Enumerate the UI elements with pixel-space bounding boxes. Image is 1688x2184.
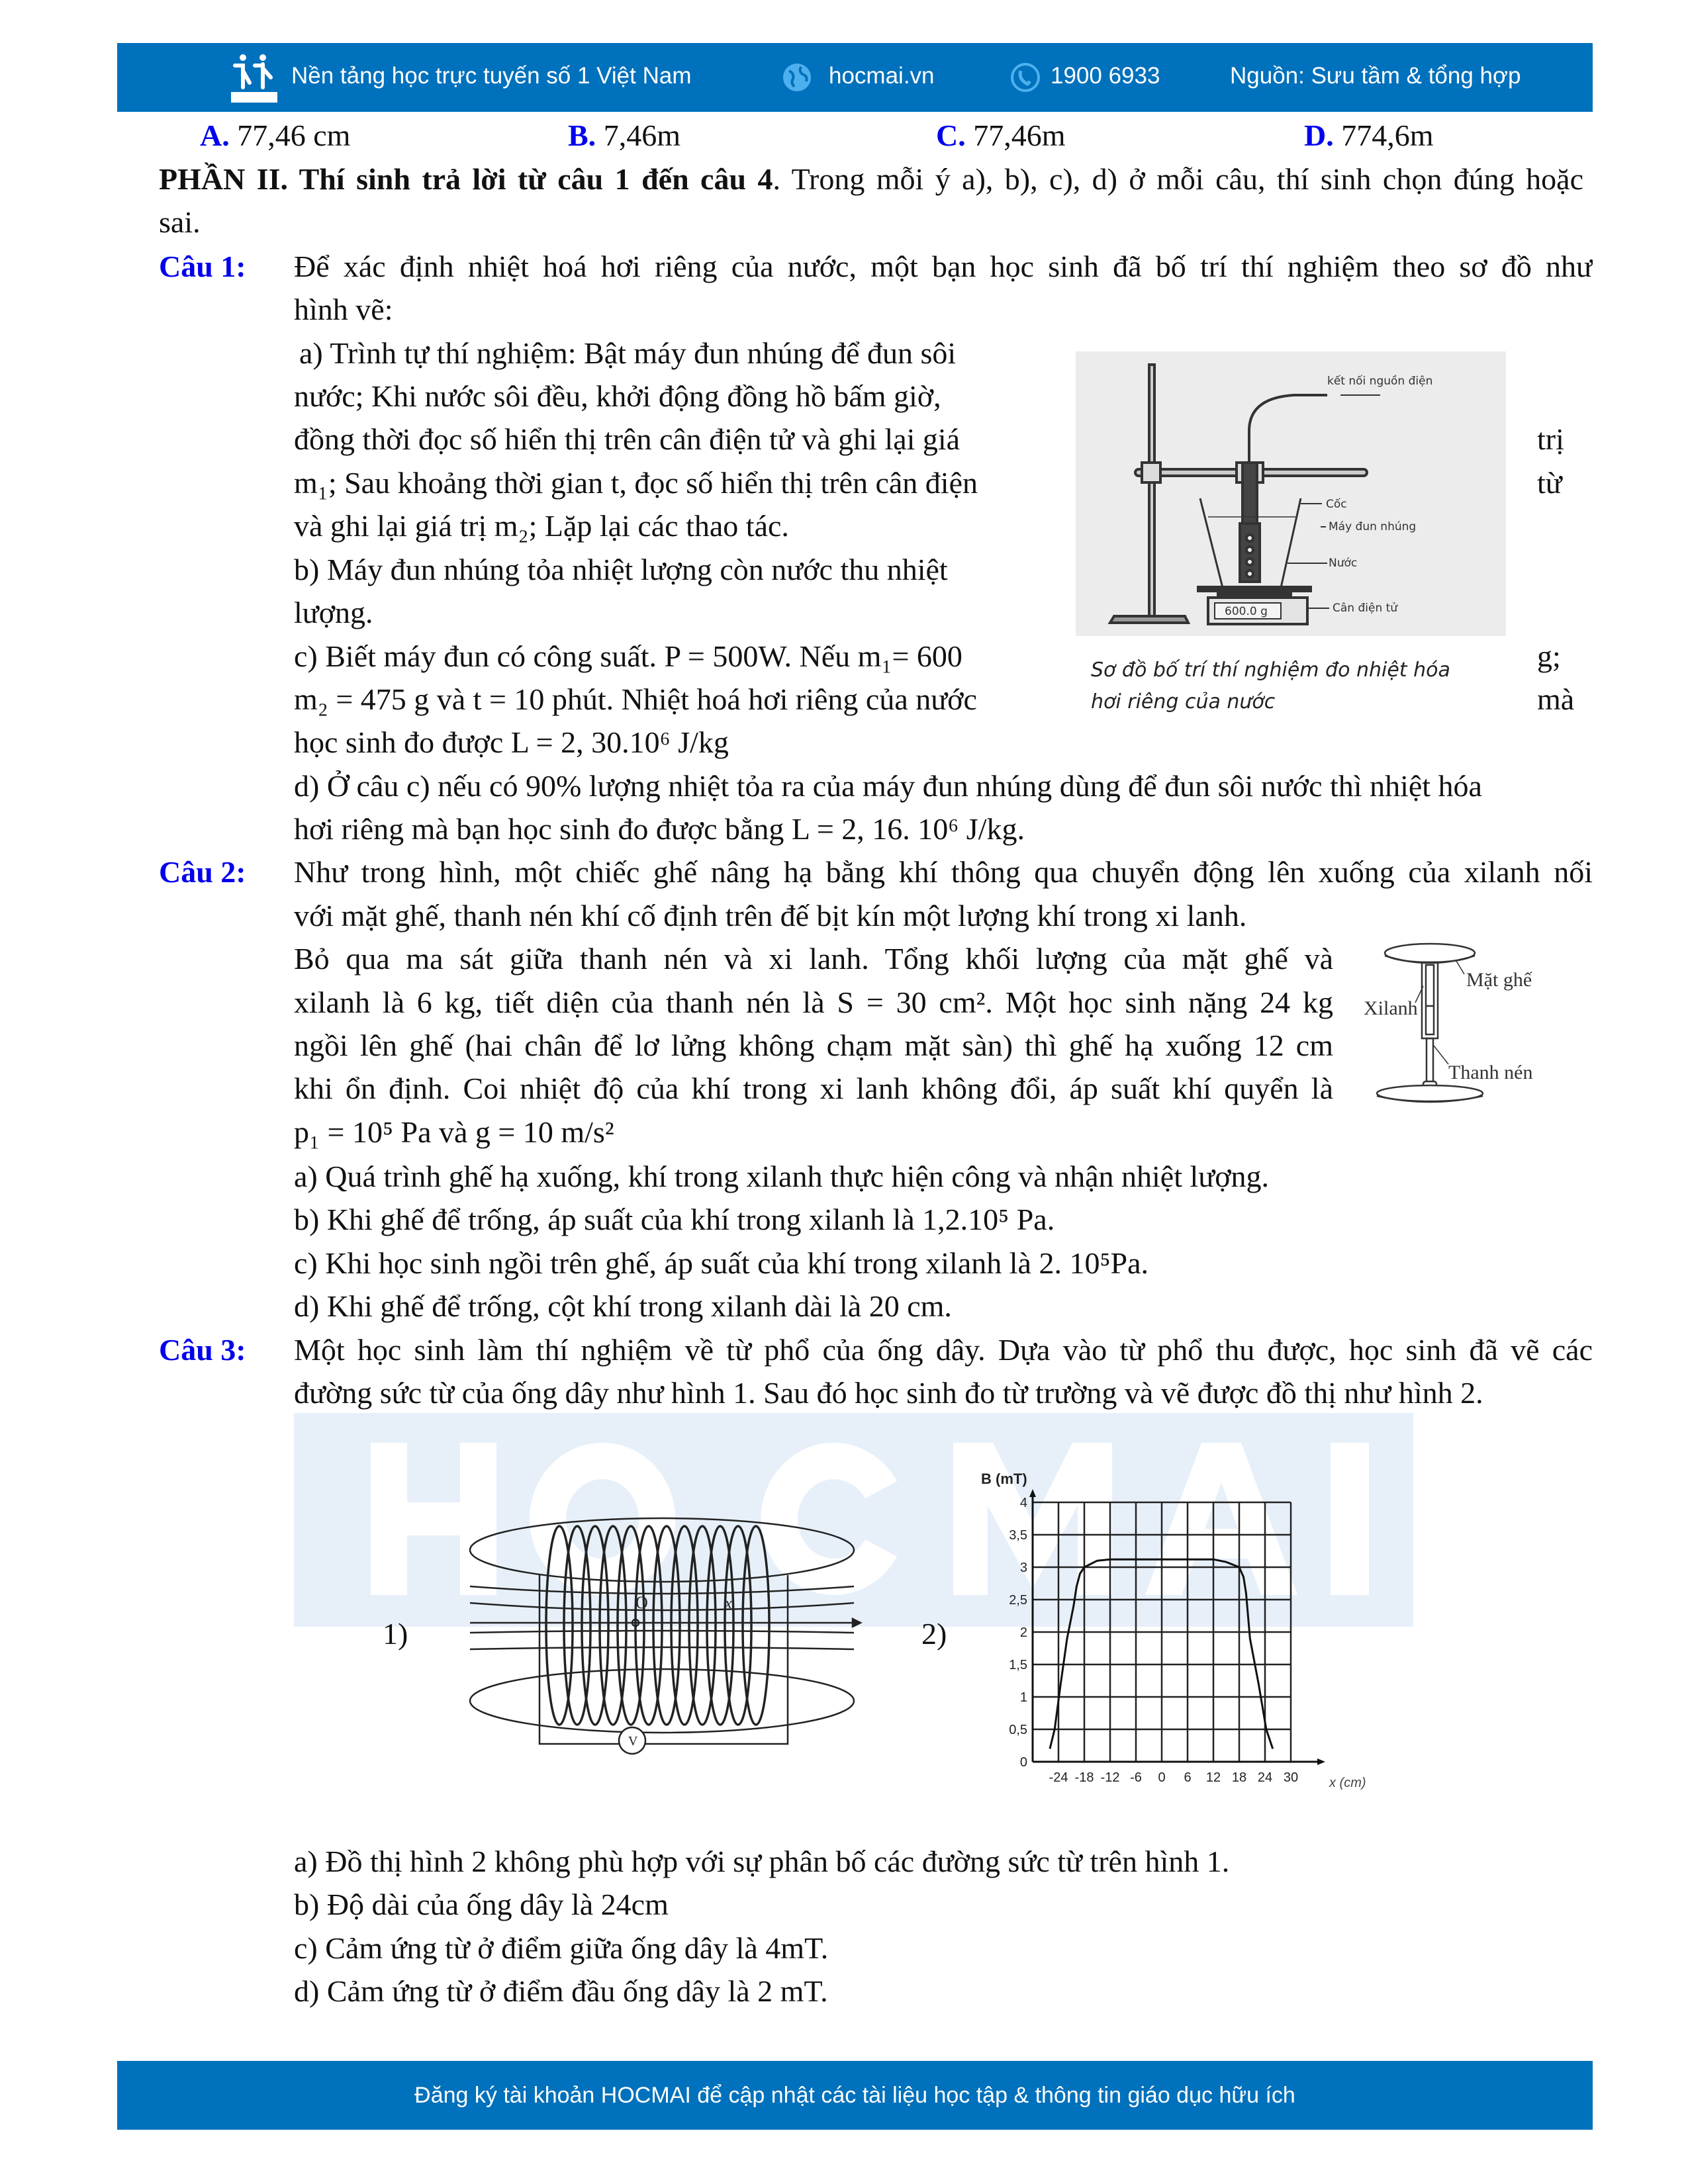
- y-axis-label: B (mT): [981, 1471, 1027, 1487]
- origin-label: O: [635, 1593, 648, 1612]
- question-2-line: với mặt ghế, thanh nén khí cố định trên đế bịt kín một lượng khí trong xi lanh.: [294, 899, 1247, 933]
- figure-caption-line1: Sơ đồ bố trí thí nghiệm đo nhiệt hóa: [1091, 659, 1450, 682]
- x-tick-label: -24: [1049, 1770, 1068, 1785]
- x-tick-label: 12: [1205, 1770, 1221, 1785]
- question-1-overflow-word: g;: [1537, 639, 1561, 673]
- question-1-line: hình vẽ:: [294, 293, 393, 326]
- y-tick-label: 2,5: [1009, 1593, 1027, 1608]
- question-3-line: đường sức từ của ống dây như hình 1. Sau đó học sinh đo từ trường và vẽ được đồ thị như hình 2.: [294, 1376, 1483, 1410]
- solenoid-field-diagram: [457, 1502, 867, 1767]
- y-tick-label: 0,5: [1009, 1723, 1027, 1737]
- question-3-label: Câu 3:: [159, 1333, 246, 1367]
- y-tick-label: 4: [1019, 1496, 1027, 1510]
- gas-chair-diagram: [1364, 920, 1575, 1105]
- label-heater: Máy đun nhúng: [1329, 520, 1417, 533]
- hocmai-logo-icon: [228, 51, 281, 105]
- question-1-line: lượng.: [294, 596, 373, 629]
- header-bar: [117, 43, 1593, 112]
- question-1-item-d: d) Ở câu c) nếu có 90% lượng nhiệt tỏa ra của máy đun nhúng dùng để đun sôi nước thì nhiệt hóa: [294, 769, 1482, 803]
- globe-icon: [781, 62, 813, 93]
- header-phone[interactable]: 1900 6933: [1051, 63, 1160, 89]
- y-tick-label: 1,5: [1009, 1658, 1027, 1672]
- label-power-source: kết nối nguồn điện: [1327, 375, 1433, 388]
- x-tick-label: 30: [1283, 1770, 1299, 1785]
- question-2-line: p₁ = 10⁵ Pa và g = 10 m/s²: [294, 1115, 614, 1149]
- question-1-line: và ghi lại giá trị m₂; Lặp lại các thao tác.: [294, 509, 789, 543]
- question-3-item-b: b) Độ dài của ống dây là 24cm: [294, 1888, 669, 1921]
- phone-icon: [1009, 62, 1041, 93]
- experiment-diagram: [1076, 351, 1506, 636]
- y-axis-arrow: [1029, 1489, 1036, 1497]
- label-water: Nước: [1329, 557, 1358, 570]
- y-tick-label: 0: [1019, 1755, 1027, 1770]
- question-1-line: m₂ = 475 g và t = 10 phút. Nhiệt hoá hơi riêng của nước: [294, 682, 977, 716]
- question-2-item-b: b) Khi ghế để trống, áp suất của khí trong xilanh là 1,2.10⁵ Pa.: [294, 1203, 1055, 1236]
- question-1-line: học sinh đo được L = 2, 30.10⁶ J/kg: [294, 725, 729, 759]
- question-1-overflow-word: mà: [1537, 682, 1575, 716]
- x-axis-arrow: [1317, 1758, 1325, 1765]
- figure-1-label: 1): [383, 1617, 408, 1651]
- question-1-line: m₁; Sau khoảng thời gian t, đọc số hiển thị trên cân điện: [294, 466, 978, 500]
- header-website[interactable]: hocmai.vn: [829, 63, 935, 89]
- y-tick-label: 2: [1019, 1625, 1027, 1640]
- header-source: Nguồn: Sưu tầm & tổng hợp: [1230, 63, 1521, 89]
- x-tick-label: -6: [1130, 1770, 1142, 1785]
- footer-bar: [117, 2061, 1593, 2130]
- x-tick-label: 0: [1158, 1770, 1166, 1785]
- experiment-figure: [1076, 351, 1506, 636]
- figure-caption-line2: hơi riêng của nước: [1091, 690, 1276, 713]
- question-1-line: nước; Khi nước sôi đều, khởi động đồng hồ bấm giờ,: [294, 379, 941, 413]
- question-1-line: hơi riêng mà bạn học sinh đo được bằng L = 2, 16. 10⁶ J/kg.: [294, 812, 1025, 846]
- label-scale: Cân điện tử: [1333, 602, 1398, 615]
- answer-option-a: A. 77,46 cm: [200, 118, 351, 152]
- question-2-line: Bỏ qua ma sát giữa thanh nén và xi lanh. Tổng khối lượng của mặt ghế và: [294, 942, 1333, 976]
- part2-heading: PHẦN II. Thí sinh trả lời từ câu 1 đến câu 4. Trong mỗi ý a), b), c), d) ở mỗi câu, thí sinh chọn đúng hoặc: [159, 162, 1583, 196]
- y-tick-label: 3,5: [1009, 1528, 1027, 1543]
- header-tagline: Nền tảng học trực tuyến số 1 Việt Nam: [291, 63, 692, 89]
- question-2-label: Câu 2:: [159, 855, 246, 889]
- question-2-item-d: d) Khi ghế để trống, cột khí trong xilanh dài là 20 cm.: [294, 1289, 952, 1323]
- question-1-overflow-word: trị: [1537, 422, 1564, 456]
- y-tick-label: 3: [1019, 1561, 1027, 1575]
- question-1-label: Câu 1:: [159, 250, 246, 283]
- question-1-line: đồng thời đọc số hiển thị trên cân điện tử và ghi lại giá: [294, 422, 961, 456]
- part2-heading-cont: sai.: [159, 205, 201, 239]
- question-1-line: Để xác định nhiệt hoá hơi riêng của nước, một bạn học sinh đã bố trí thí nghiệm theo sơ đồ như: [294, 250, 1593, 283]
- x-tick-label: 18: [1231, 1770, 1247, 1785]
- x-tick-label: -12: [1100, 1770, 1120, 1785]
- question-1-overflow-word: từ: [1537, 466, 1562, 500]
- answer-option-d: D. 774,6m: [1304, 118, 1434, 152]
- footer-text[interactable]: Đăng ký tài khoản HOCMAI để cập nhật các tài liệu học tập & thông tin giáo dục hữu ích: [414, 2083, 1295, 2108]
- question-2-item-c: c) Khi học sinh ngồi trên ghế, áp suất của khí trong xilanh là 2. 10⁵Pa.: [294, 1246, 1149, 1280]
- question-3-item-d: d) Cảm ứng từ ở điểm đầu ống dây là 2 mT.: [294, 1974, 828, 2008]
- answer-option-b: B. 7,46m: [568, 118, 680, 152]
- question-3-line: Một học sinh làm thí nghiệm về từ phổ của ống dây. Dựa vào từ phổ thu được, học sinh đã vẽ các: [294, 1333, 1593, 1367]
- scale-reading: 600.0 g: [1225, 605, 1268, 618]
- question-1-item-b: b) Máy đun nhúng tỏa nhiệt lượng còn nước thu nhiệt: [294, 553, 948, 586]
- voltmeter-label: V: [628, 1734, 638, 1749]
- question-2-line: khi ổn định. Coi nhiệt độ của khí trong xi lanh không đổi, áp suất khí quyển là: [294, 1071, 1333, 1105]
- question-2-item-a: a) Quá trình ghế hạ xuống, khí trong xilanh thực hiện công và nhận nhiệt lượng.: [294, 1160, 1270, 1193]
- label-cylinder: Xilanh: [1364, 997, 1418, 1019]
- x-tick-label: -18: [1074, 1770, 1094, 1785]
- question-3-item-a: a) Đồ thị hình 2 không phù hợp với sự phân bố các đường sức từ trên hình 1.: [294, 1844, 1230, 1878]
- question-2-line: ngồi lên ghế (hai chân để lơ lửng không chạm mặt sàn) thì ghế hạ xuống 12 cm: [294, 1028, 1333, 1062]
- x-tick-label: 6: [1184, 1770, 1192, 1785]
- label-rod: Thanh nén: [1448, 1062, 1533, 1083]
- question-3-item-c: c) Cảm ứng từ ở điểm giữa ống dây là 4mT.: [294, 1931, 829, 1965]
- x-axis-label: x (cm): [1329, 1776, 1366, 1790]
- question-1-item-c: c) Biết máy đun có công suất. P = 500W. Nếu m₁= 600: [294, 639, 962, 673]
- answer-option-c: C. 77,46m: [936, 118, 1066, 152]
- y-tick-label: 1: [1019, 1690, 1027, 1705]
- magnetic-field-graph: [960, 1443, 1436, 1813]
- label-seat: Mặt ghế: [1466, 969, 1532, 991]
- axis-x-label: x: [725, 1595, 732, 1612]
- question-2-line: Như trong hình, một chiếc ghế nâng hạ bằng khí thông qua chuyển động lên xuống của xilanh nối: [294, 855, 1593, 889]
- label-cup: Cốc: [1326, 498, 1347, 511]
- question-1-item-a: a) Trình tự thí nghiệm: Bật máy đun nhúng để đun sôi: [299, 336, 957, 370]
- question-2-line: xilanh là 6 kg, tiết diện của thanh nén là S = 30 cm². Một học sinh nặng 24 kg: [294, 985, 1333, 1019]
- x-tick-label: 24: [1257, 1770, 1273, 1785]
- figure-2-label: 2): [921, 1617, 947, 1651]
